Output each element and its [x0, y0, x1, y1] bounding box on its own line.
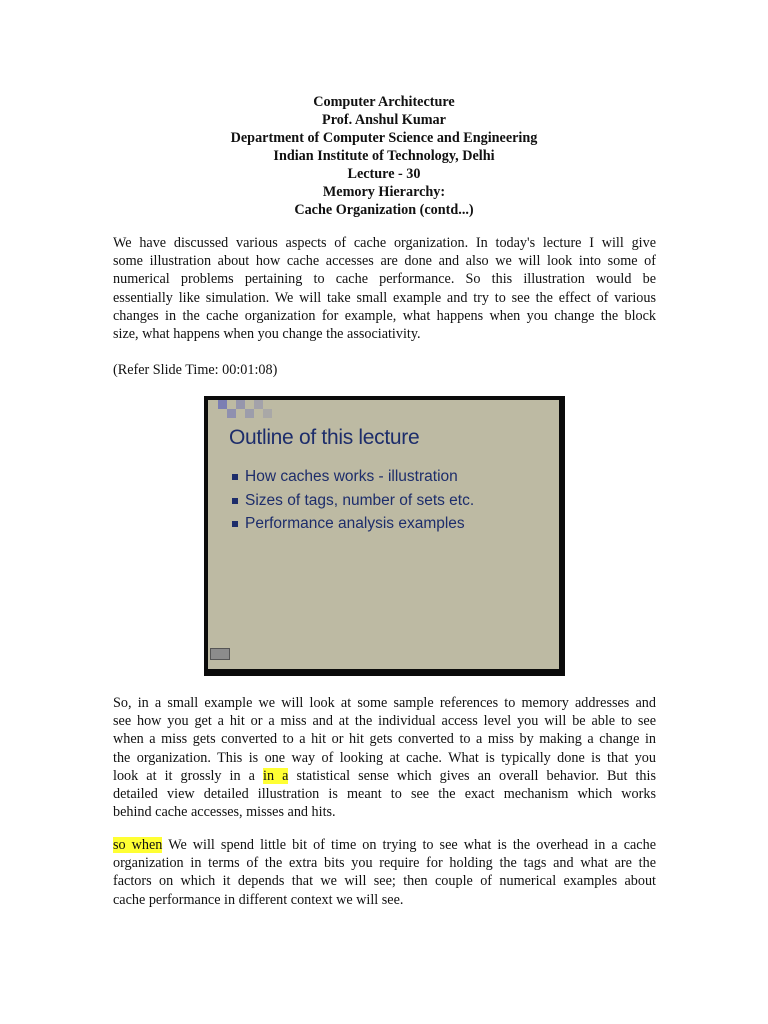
- lecture-slide-image: [204, 396, 565, 676]
- highlighted-text: so when: [113, 837, 163, 853]
- slide-title: Outline of this lecture: [229, 426, 420, 449]
- square-bullet-icon: [232, 474, 238, 480]
- intro-line: size, what happens when you change the associativity.: [113, 325, 421, 342]
- department-name: Department of Computer Science and Engineering: [230, 130, 538, 146]
- slide-bullet-item: [232, 512, 474, 536]
- highlighted-text: in a: [263, 767, 289, 784]
- intro-paragraph: [113, 234, 656, 343]
- paragraph-line: factors on which it depends that we will see; then couple of numerical examples about: [113, 873, 656, 890]
- slide-corner-logo-icon: [210, 648, 230, 660]
- paragraph-line: detailed view detailed illustration is meant to see the exact mechanism which works: [113, 785, 656, 802]
- slide-reference: [113, 361, 656, 379]
- paragraph-line: when a miss gets converted to a hit or hit gets converted to a miss by making a change in: [113, 731, 656, 748]
- slide-bullet-text: How caches works - illustration: [245, 468, 458, 485]
- paragraph-line: [113, 767, 656, 785]
- intro-line: some illustration about how cache accesses are done and also we will look into some of: [113, 253, 656, 270]
- intro-line: We have discussed various aspects of cache organization. In today's lecture I will give: [113, 235, 656, 251]
- square-bullet-icon: [232, 498, 238, 504]
- lecture-number: Lecture - 30: [347, 166, 421, 182]
- slide-bullet-item: [232, 489, 474, 513]
- paragraph-line: behind cache accesses, misses and hits.: [113, 804, 336, 821]
- slide-decoration-icon: [208, 400, 278, 418]
- paragraph-line: organization in terms of the extra bits you require for holding the tags and what are the: [113, 855, 656, 872]
- paragraph-line: [113, 836, 656, 854]
- overhead-paragraph: [113, 836, 656, 909]
- square-bullet-icon: [232, 521, 238, 527]
- professor-name: Prof. Anshul Kumar: [322, 112, 446, 128]
- paragraph-line: see how you get a hit or a miss and at the individual access level you will be able to see: [113, 713, 656, 730]
- paragraph-line: cache performance in different context we will see.: [113, 891, 404, 908]
- text-segment: We will spend little bit of time on trying to see what is the overhead in a cache: [168, 837, 656, 853]
- paragraph-line: So, in a small example we will look at some sample references to memory addresses and: [113, 695, 656, 711]
- example-paragraph: [113, 694, 656, 821]
- intro-line: essentially like simulation. We will take small example and try to see the effect of various: [113, 289, 656, 306]
- institute-name: Indian Institute of Technology, Delhi: [273, 148, 495, 164]
- document-header: [0, 93, 768, 219]
- slide-time-reference: (Refer Slide Time: 00:01:08): [113, 362, 278, 378]
- slide-bullet-text: Performance analysis examples: [245, 515, 465, 532]
- slide-content: [208, 400, 559, 669]
- slide-bullet-text: Sizes of tags, number of sets etc.: [245, 491, 475, 509]
- intro-line: numerical problems pertaining to cache performance. So this illustration would be: [113, 271, 656, 288]
- text-segment: look at it grossly in a: [113, 767, 255, 784]
- slide-bullet-list: [232, 465, 474, 536]
- subtopic-title: Cache Organization (contd...): [294, 202, 474, 218]
- slide-bullet-item: [232, 465, 474, 489]
- intro-line: changes in the cache organization for example, what happens when you change the block: [113, 307, 656, 324]
- course-title: Computer Architecture: [313, 94, 455, 110]
- text-segment: statistical sense which gives an overall behavior. But this: [296, 767, 656, 784]
- topic-title: Memory Hierarchy:: [322, 184, 446, 200]
- paragraph-line: the organization. This is one way of looking at cache. What is typically done is that you: [113, 749, 656, 766]
